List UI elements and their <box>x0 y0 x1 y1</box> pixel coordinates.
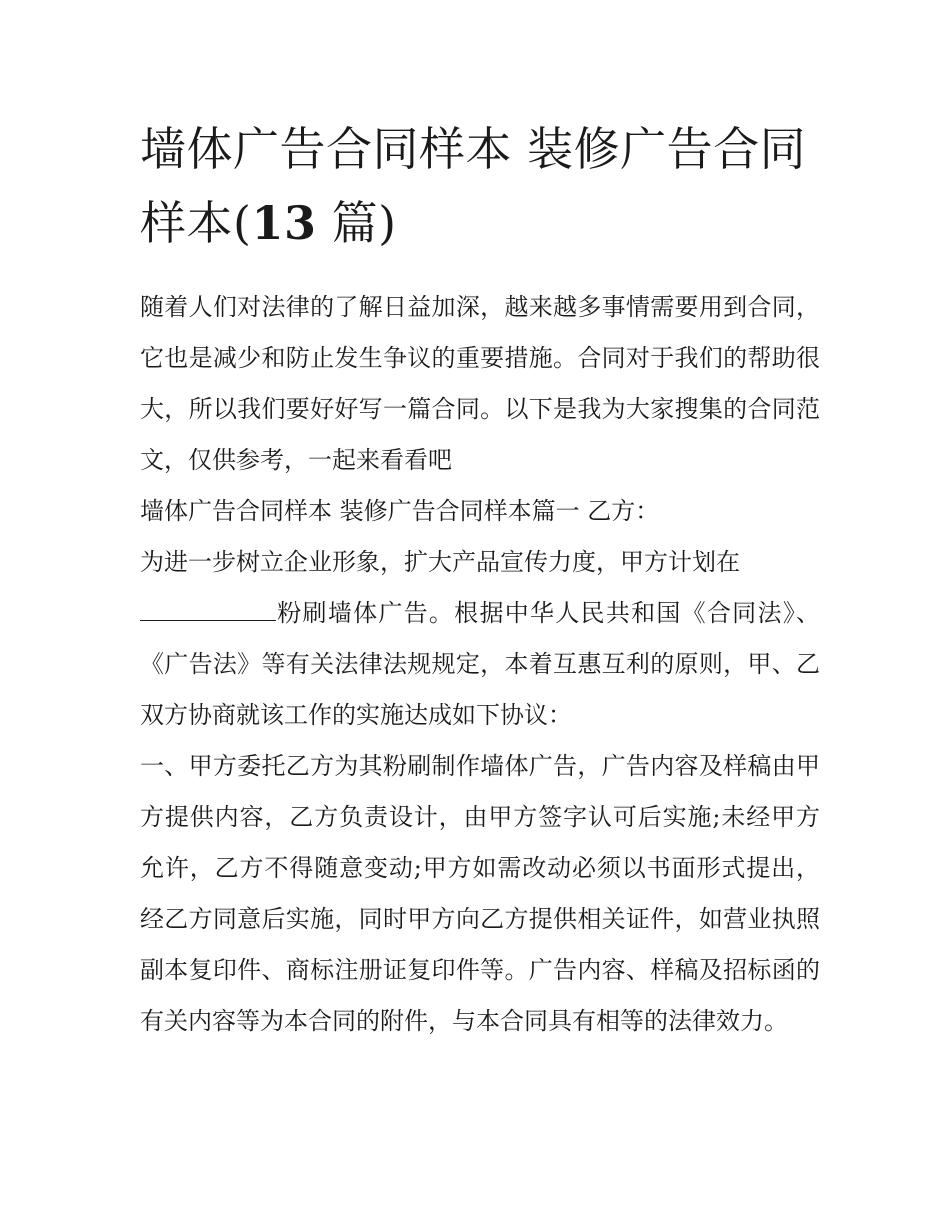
purpose-paragraph <box>140 537 820 741</box>
document-title <box>140 112 820 260</box>
clause-1-paragraph: 一、甲方委托乙方为其粉刷制作墙体广告，广告内容及样稿由甲方提供内容，乙方负责设计，由甲方签字认可后实施;未经甲方允许，乙方不得随意变动;甲方如需改动必须以书面形式提出，经乙方同意后实施，同时甲方向乙方提供相关证件，如营业执照副本复印件、商标注册证复印件等。广告内容、样稿及招标函的有关内容等为本合同的附件，与本合同具有相等的法律效力。 <box>140 752 820 1035</box>
intro-paragraph: 随着人们对法律的了解日益加深，越来越多事情需要用到合同，它也是减少和防止发生争议的重要措施。合同对于我们的帮助很大，所以我们要好好写一篇合同。以下是我为大家搜集的合同范文，仅供参考，一起来看看吧 <box>140 293 820 474</box>
document-body <box>140 282 820 1047</box>
purpose-text-before: 为进一步树立企业形象，扩大产品宣传力度，甲方计划在 <box>140 548 740 576</box>
location-blank <box>140 596 276 621</box>
section-heading: 墙体广告合同样本 装修广告合同样本篇一 乙方： <box>140 497 660 525</box>
title-number: 13 <box>251 196 317 250</box>
title-text-part1: 墙体广告合同样本 装修广告合同样本( <box>140 122 807 250</box>
title-text-part2: 篇) <box>316 196 397 250</box>
document-page <box>140 112 820 1047</box>
purpose-text-after: 粉刷墙体广告。根据中华人民共和国《合同法》、《广告法》等有关法律法规规定，本着互惠互利的原则，甲、乙双方协商就该工作的实施达成如下协议： <box>140 599 820 729</box>
